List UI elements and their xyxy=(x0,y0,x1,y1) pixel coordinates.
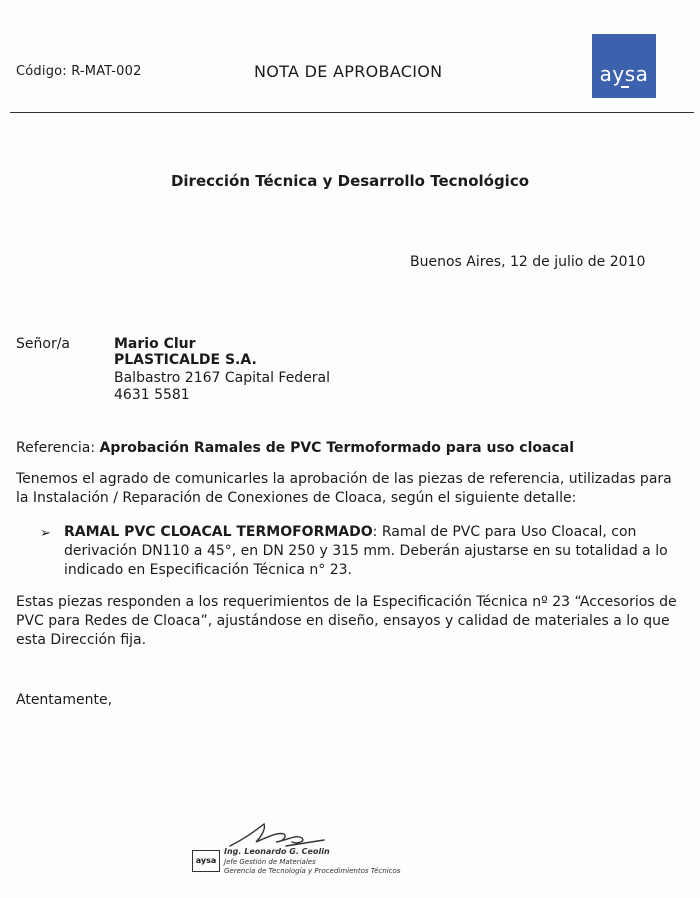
reference-label: Referencia: xyxy=(16,440,96,456)
logo-mark xyxy=(621,86,629,88)
stamp-role: Jefe Gestión de Materiales xyxy=(224,858,316,866)
recipient-company: PLASTICALDE S.A. xyxy=(114,352,257,368)
stamp-name: Ing. Leonardo G. Ceolin xyxy=(224,847,330,856)
document-title: NOTA DE APROBACION xyxy=(254,62,443,81)
recipient-phone: 4631 5581 xyxy=(114,387,190,403)
closing: Atentamente, xyxy=(16,692,113,708)
reference-line xyxy=(16,439,574,458)
department-heading: Dirección Técnica y Desarrollo Tecnológico xyxy=(170,172,530,190)
recipient-name: Mario Clur xyxy=(114,336,196,352)
stamp-logo: aysa xyxy=(192,850,220,872)
intro-line-2: la Instalación / Reparación de Conexiones de Cloaca, según el siguiente detalle: xyxy=(16,490,577,506)
stamp-department: Gerencia de Tecnología y Procedimientos Técnicos xyxy=(224,867,401,875)
salutation: Señor/a xyxy=(16,336,70,352)
logo-text: aysa xyxy=(599,62,649,86)
aysa-logo xyxy=(592,34,656,98)
item-title: RAMAL PVC CLOACAL TERMOFORMADO xyxy=(64,524,373,540)
item-line-3: indicado en Especificación Técnica n° 23. xyxy=(64,562,353,578)
item-line-1-rest: : Ramal de PVC para Uso Cloacal, con xyxy=(372,524,637,540)
intro-line-1: Tenemos el agrado de comunicarles la aprobación de las piezas de referencia, utilizadas para xyxy=(16,471,672,487)
item-line-2: derivación DN110 a 45°, en DN 250 y 315 mm. Deberán ajustarse en su totalidad a lo xyxy=(64,543,668,559)
arrow-bullet-icon: ➢ xyxy=(40,526,51,541)
body-line-3: esta Dirección fija. xyxy=(16,632,147,648)
recipient-address: Balbastro 2167 Capital Federal xyxy=(114,370,331,386)
reference-subject: Aprobación Ramales de PVC Termoformado para uso cloacal xyxy=(99,440,574,456)
body-line-2: PVC para Redes de Cloaca”, ajustándose en diseño, ensayos y calidad de materiales a lo que xyxy=(16,613,670,629)
body-line-1: Estas piezas responden a los requerimientos de la Especificación Técnica nº 23 “Accesorios de xyxy=(16,594,677,610)
header-divider xyxy=(10,112,694,113)
letter-date: Buenos Aires, 12 de julio de 2010 xyxy=(410,254,646,270)
document-code: Código: R-MAT-002 xyxy=(16,64,142,79)
item-line-1 xyxy=(64,524,636,540)
